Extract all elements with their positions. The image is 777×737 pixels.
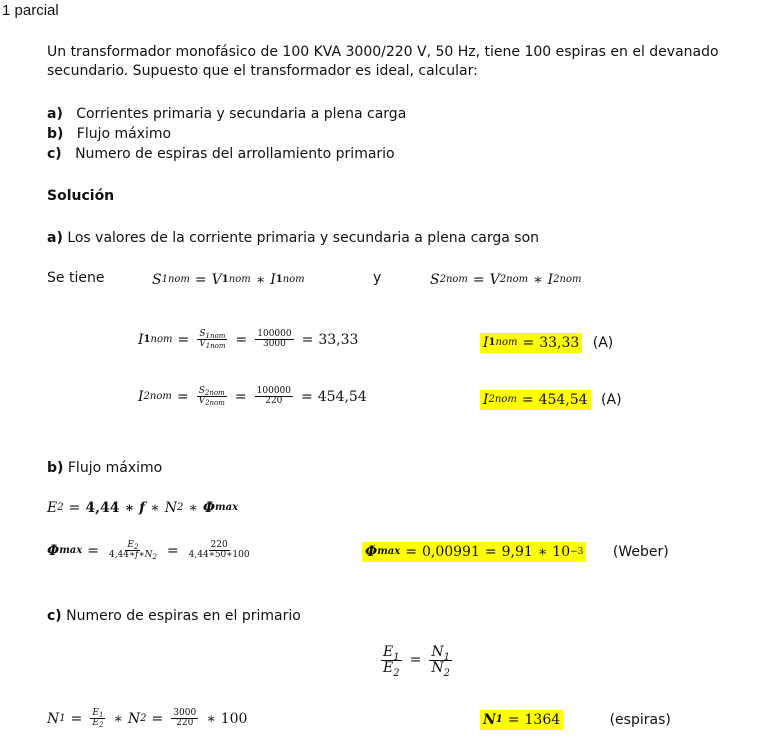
i1-result-highlight: 33,33 <box>539 335 580 351</box>
n1-result-box <box>480 710 671 730</box>
frac-phimax-values <box>187 541 252 561</box>
i2-result-highlight: 454,54 <box>538 392 588 408</box>
i1-frac-den: 3000 <box>262 339 286 350</box>
problem-line-1: Un transformador monofásico de 100 KVA 3000/220 V, 50 Hz, tiene 100 espiras en el devanado <box>47 44 719 60</box>
frac-i1-values <box>255 330 293 350</box>
eq-ratio: $\frac{E_1}{E_2}$ = $\frac{N_1}{N_2}$ <box>383 644 450 679</box>
part-a-text: Los valores de la corriente primaria y secundaria a plena carga son <box>67 230 540 246</box>
phimax-frac-den: 4,44∗50∗100 <box>188 550 250 561</box>
phimax-frac-num: 220 <box>210 540 228 550</box>
i1-highlight: I 1nom = 33,33 <box>480 333 582 353</box>
item-a-label: a) <box>47 106 63 122</box>
part-c-intro <box>47 608 301 624</box>
frac-n1-n2: $\frac{N_1}{N_2}$ <box>431 644 450 679</box>
solution-heading: Solución <box>47 188 115 204</box>
item-a <box>47 106 406 122</box>
item-b <box>47 126 171 142</box>
eq-i1nom: I 1nom = $\frac{S_{1nom}}{V_{1nom}}$ = $\frac{100000}{3000}$ = 33,33 <box>138 329 359 351</box>
i1-unit: (A) <box>592 335 614 351</box>
part-c-label: c) <box>47 608 62 624</box>
frac-s2-v2: $\frac{S_{2nom}}{V_{2nom}}$ <box>198 386 225 408</box>
n1-frac-den: 220 <box>176 718 194 729</box>
page-header: 1 parcial <box>2 2 59 19</box>
phimax-result-sci: 9,91 <box>501 544 533 560</box>
i2-frac-num: 100000 <box>256 386 292 396</box>
conj-y: y <box>373 270 382 286</box>
phimax-result-dec: 0,00991 <box>421 544 480 560</box>
n1-unit: (espiras) <box>609 712 671 728</box>
item-c <box>47 146 395 162</box>
i2-highlight: I 2nom = 454,54 <box>480 390 591 410</box>
eq-s1nom: S 1nom = V 1nom ∗ I 1nom <box>152 272 305 288</box>
frac-s1-v1: $\frac{S_{1nom}}{V_{1nom}}$ <box>199 329 226 351</box>
part-b-intro <box>47 460 162 476</box>
e2-coef: 4,44 <box>85 500 120 516</box>
item-b-label: b) <box>47 126 64 142</box>
frac-e1-e2: $\frac{E_1}{E_2}$ <box>383 644 400 679</box>
frac-e1-e2-small: $\frac{E_1}{E_2}$ <box>92 708 104 730</box>
eq-e2: E 2 = 4,44 ∗ f ∗ N 2 ∗ Φ max <box>47 500 239 516</box>
part-a-label: a) <box>47 230 63 246</box>
phimax-result-box <box>362 542 669 562</box>
frac-e2-den: $\frac{E_2}{4,44∗f∗N_2}$ <box>108 540 157 562</box>
frac-i2-values <box>255 387 293 407</box>
part-b-text: Flujo máximo <box>67 460 163 476</box>
part-b-label: b) <box>47 460 64 476</box>
item-a-text: Corrientes primaria y secundaria a plena carga <box>76 106 407 122</box>
part-a-intro <box>47 230 539 246</box>
n1-frac-num: 3000 <box>173 708 197 718</box>
i1-frac-num: 100000 <box>257 329 292 339</box>
i2-unit: (A) <box>601 392 622 408</box>
i1-result-left: 33,33 <box>318 331 359 348</box>
i2-result-box <box>480 390 622 410</box>
phimax-unit: (Weber) <box>612 544 669 560</box>
problem-line-2: secundario. Supuesto que el transformador es ideal, calcular: <box>47 63 478 79</box>
se-tiene-label: Se tiene <box>47 270 105 286</box>
frac-n1-values <box>171 709 198 729</box>
eq-i2nom: I 2nom = $\frac{S_{2nom}}{V_{2nom}}$ = $\frac{100000}{220}$ = 454,54 <box>138 386 367 408</box>
n1-result: 1364 <box>524 712 561 728</box>
i2-result-left: 454,54 <box>317 388 367 405</box>
eq-n1: N 1 = $\frac{E_1}{E_2}$ ∗ N 2 = $\frac{3000}{220}$ ∗ 100 <box>47 708 248 730</box>
n1-n2-value: 100 <box>220 710 248 727</box>
eq-phimax: Φ max = $\frac{E_2}{4,44∗f∗N_2}$ = $\frac{220}{4,44∗50∗100}$ <box>47 540 250 562</box>
i2-frac-den: 220 <box>265 396 283 407</box>
part-c-text: Numero de espiras en el primario <box>66 608 301 624</box>
n1-highlight: N 1 = 1364 <box>480 710 563 730</box>
eq-s2nom: S 2nom = V 2nom ∗ I 2nom <box>430 272 582 288</box>
item-b-text: Flujo máximo <box>76 126 172 142</box>
i1-result-box <box>480 333 613 353</box>
phimax-highlight: Φ max = 0,00991 = 9,91 ∗ 10 −3 <box>362 542 586 562</box>
item-c-text: Numero de espiras del arrollamiento primario <box>75 146 395 162</box>
item-c-label: c) <box>47 146 62 162</box>
